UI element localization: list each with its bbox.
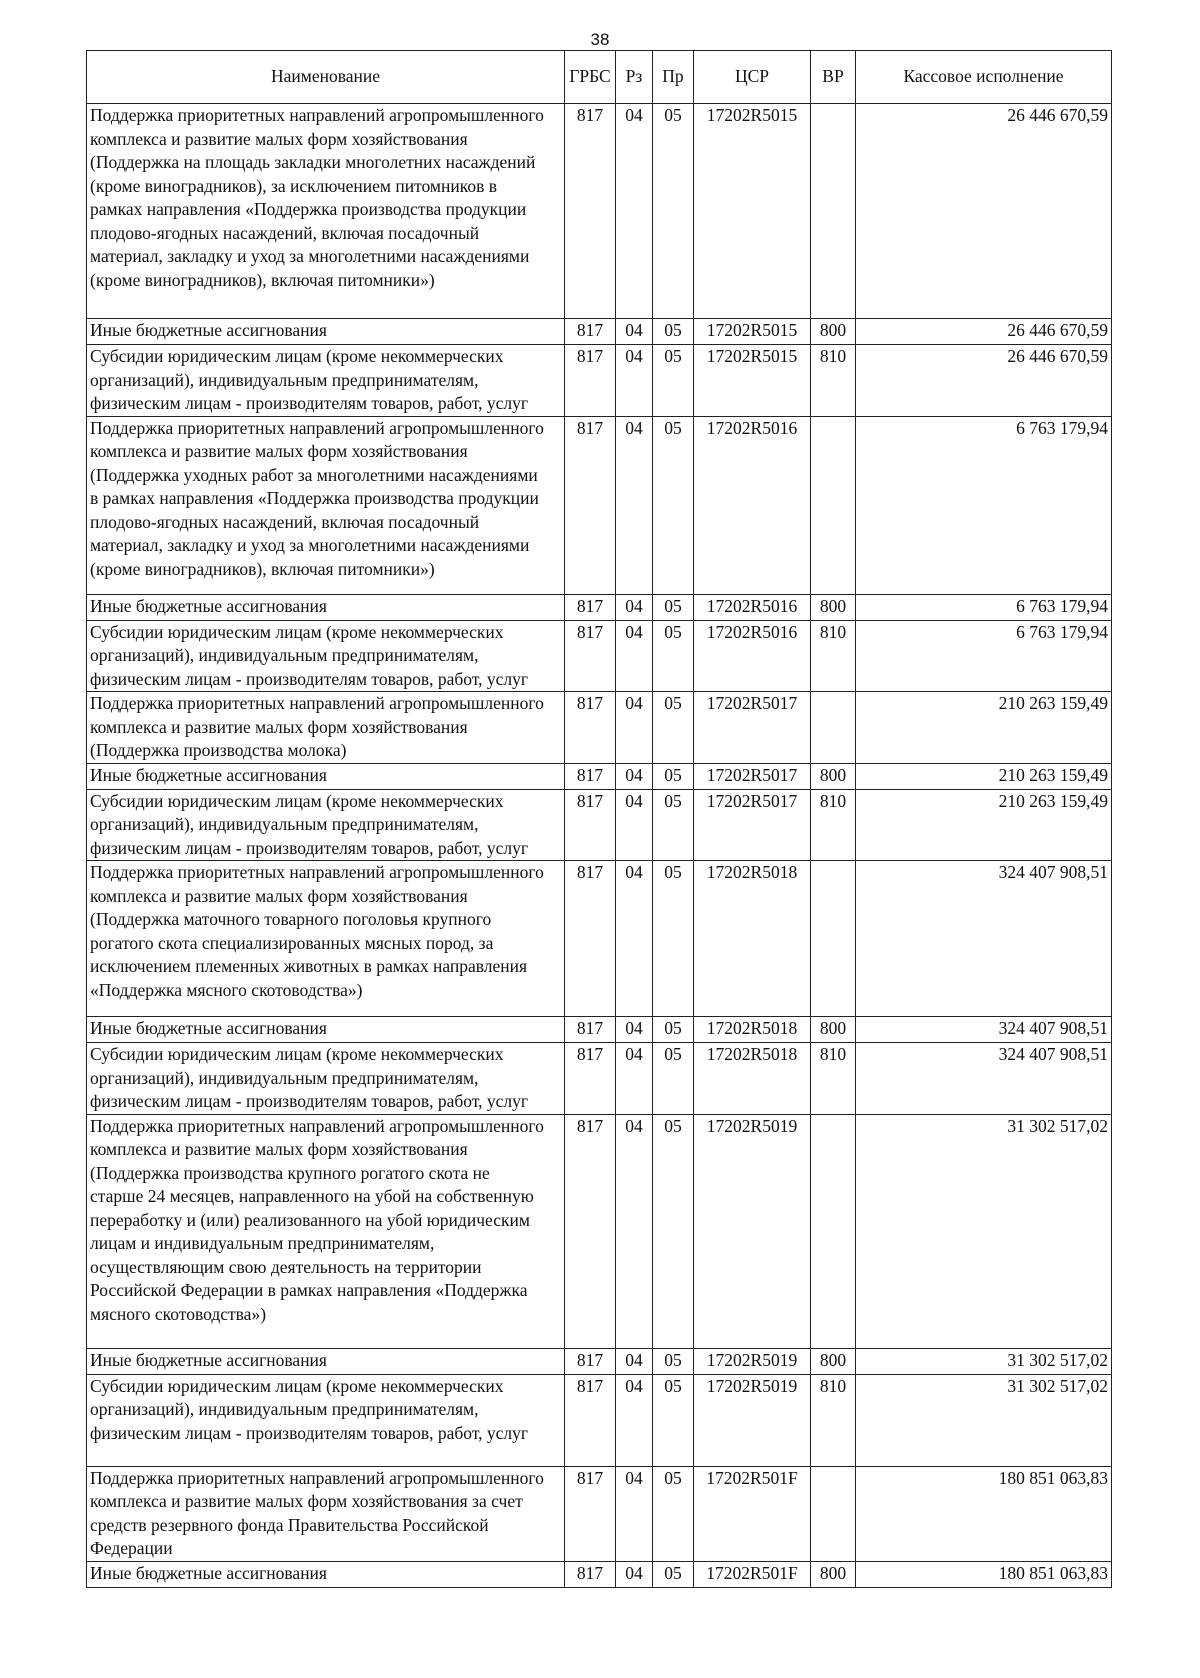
table-row	[87, 789, 1112, 861]
cell-pr: 05	[653, 692, 694, 764]
cell-csr: 17202R5017	[694, 789, 811, 861]
cell-name: Субсидии юридическим лицам (кроме некоммерческих организаций), индивидуальным предпринимателям, физическим лицам - производителям товаров, работ, услуг	[87, 1374, 565, 1466]
cell-grbs: 817	[565, 763, 616, 789]
cell-amount: 180 851 063,83	[856, 1466, 1112, 1561]
cell-csr: 17202R5016	[694, 620, 811, 692]
cell-pr: 05	[653, 319, 694, 345]
cell-name: Иные бюджетные ассигнования	[87, 763, 565, 789]
cell-amount: 210 263 159,49	[856, 789, 1112, 861]
cell-grbs: 817	[565, 104, 616, 319]
cell-vr: 800	[811, 594, 856, 620]
cell-name: Поддержка приоритетных направлений агропромышленного комплекса и развитие малых форм хозяйствования (Поддержка уходных работ за многолетними насаждениями в рамках направления «Поддержка производства продукции плодово-ягодных насаждений, включая посадочный материал, закладку и уход за многолетними насаждениями (кроме виноградников), включая питомники»)	[87, 416, 565, 594]
cell-amount: 6 763 179,94	[856, 620, 1112, 692]
table-row	[87, 416, 1112, 594]
cell-vr: 810	[811, 789, 856, 861]
cell-csr: 17202R5019	[694, 1348, 811, 1374]
header-amount: Кассовое исполнение	[856, 51, 1112, 104]
cell-pr: 05	[653, 104, 694, 319]
cell-grbs: 817	[565, 789, 616, 861]
cell-vr	[811, 1466, 856, 1561]
cell-vr	[811, 104, 856, 319]
cell-grbs: 817	[565, 1561, 616, 1587]
cell-pr: 05	[653, 1043, 694, 1115]
table-row	[87, 1043, 1112, 1115]
cell-grbs: 817	[565, 416, 616, 594]
header-csr: ЦСР	[694, 51, 811, 104]
cell-amount: 180 851 063,83	[856, 1561, 1112, 1587]
cell-pr: 05	[653, 763, 694, 789]
cell-pr: 05	[653, 861, 694, 1017]
cell-grbs: 817	[565, 620, 616, 692]
cell-grbs: 817	[565, 1466, 616, 1561]
cell-pr: 05	[653, 1374, 694, 1466]
table-header-row	[87, 51, 1112, 104]
cell-vr: 800	[811, 319, 856, 345]
cell-name: Субсидии юридическим лицам (кроме некоммерческих организаций), индивидуальным предпринимателям, физическим лицам - производителям товаров, работ, услуг	[87, 1043, 565, 1115]
table-row	[87, 1374, 1112, 1466]
cell-amount: 210 263 159,49	[856, 692, 1112, 764]
cell-pr: 05	[653, 620, 694, 692]
cell-pr: 05	[653, 1348, 694, 1374]
cell-csr: 17202R501F	[694, 1561, 811, 1587]
cell-grbs: 817	[565, 345, 616, 417]
cell-grbs: 817	[565, 861, 616, 1017]
cell-name: Субсидии юридическим лицам (кроме некоммерческих организаций), индивидуальным предпринимателям, физическим лицам - производителям товаров, работ, услуг	[87, 620, 565, 692]
cell-vr: 810	[811, 345, 856, 417]
cell-csr: 17202R5015	[694, 345, 811, 417]
cell-amount: 6 763 179,94	[856, 416, 1112, 594]
cell-pr: 05	[653, 1017, 694, 1043]
cell-csr: 17202R5016	[694, 416, 811, 594]
cell-csr: 17202R5018	[694, 1017, 811, 1043]
table-row	[87, 861, 1112, 1017]
cell-csr: 17202R5019	[694, 1114, 811, 1348]
cell-name: Поддержка приоритетных направлений агропромышленного комплекса и развитие малых форм хозяйствования (Поддержка производства крупного рогатого скота не старше 24 месяцев, направленного на убой на собственную переработку и (или) реализованного на убой юридическим лицам и индивидуальным предпринимателям, осуществляющим свою деятельность на территории Российской Федерации в рамках направления «Поддержка мясного скотоводства»)	[87, 1114, 565, 1348]
cell-rz: 04	[616, 1466, 653, 1561]
cell-name: Иные бюджетные ассигнования	[87, 1017, 565, 1043]
cell-rz: 04	[616, 1043, 653, 1115]
cell-grbs: 817	[565, 1374, 616, 1466]
table-row	[87, 1561, 1112, 1587]
cell-name: Поддержка приоритетных направлений агропромышленного комплекса и развитие малых форм хозяйствования (Поддержка маточного товарного поголовья крупного рогатого скота специализированных мясных пород, за исключением племенных животных в рамках направления «Поддержка мясного скотоводства»)	[87, 861, 565, 1017]
cell-amount: 26 446 670,59	[856, 319, 1112, 345]
table-row	[87, 319, 1112, 345]
cell-pr: 05	[653, 594, 694, 620]
table-row	[87, 594, 1112, 620]
cell-name: Иные бюджетные ассигнования	[87, 594, 565, 620]
cell-vr: 810	[811, 1374, 856, 1466]
cell-csr: 17202R501F	[694, 1466, 811, 1561]
header-vr: ВР	[811, 51, 856, 104]
cell-rz: 04	[616, 692, 653, 764]
cell-amount: 31 302 517,02	[856, 1348, 1112, 1374]
cell-csr: 17202R5016	[694, 594, 811, 620]
cell-pr: 05	[653, 1466, 694, 1561]
cell-csr: 17202R5015	[694, 319, 811, 345]
table-row	[87, 1017, 1112, 1043]
table-row	[87, 620, 1112, 692]
cell-amount: 26 446 670,59	[856, 104, 1112, 319]
table-row	[87, 1114, 1112, 1348]
cell-rz: 04	[616, 1348, 653, 1374]
cell-vr: 800	[811, 1017, 856, 1043]
cell-rz: 04	[616, 620, 653, 692]
cell-rz: 04	[616, 1017, 653, 1043]
header-grbs: ГРБС	[565, 51, 616, 104]
cell-grbs: 817	[565, 692, 616, 764]
cell-amount: 6 763 179,94	[856, 594, 1112, 620]
cell-rz: 04	[616, 1561, 653, 1587]
cell-pr: 05	[653, 345, 694, 417]
cell-grbs: 817	[565, 319, 616, 345]
budget-execution-table	[86, 50, 1112, 1588]
cell-rz: 04	[616, 789, 653, 861]
cell-csr: 17202R5018	[694, 1043, 811, 1115]
table-row	[87, 692, 1112, 764]
cell-vr: 810	[811, 1043, 856, 1115]
cell-amount: 210 263 159,49	[856, 763, 1112, 789]
cell-amount: 324 407 908,51	[856, 1043, 1112, 1115]
cell-pr: 05	[653, 789, 694, 861]
cell-name: Иные бюджетные ассигнования	[87, 1561, 565, 1587]
cell-amount: 324 407 908,51	[856, 1017, 1112, 1043]
cell-rz: 04	[616, 763, 653, 789]
cell-vr	[811, 416, 856, 594]
cell-grbs: 817	[565, 1043, 616, 1115]
cell-amount: 31 302 517,02	[856, 1374, 1112, 1466]
cell-amount: 31 302 517,02	[856, 1114, 1112, 1348]
cell-rz: 04	[616, 861, 653, 1017]
table-row	[87, 345, 1112, 417]
cell-name: Поддержка приоритетных направлений агропромышленного комплекса и развитие малых форм хозяйствования (Поддержка производства молока)	[87, 692, 565, 764]
cell-name: Поддержка приоритетных направлений агропромышленного комплекса и развитие малых форм хозяйствования (Поддержка на площадь закладки многолетних насаждений (кроме виноградников), за исключением питомников в рамках направления «Поддержка производства продукции плодово-ягодных насаждений, включая посадочный материал, закладку и уход за многолетними насаждениями (кроме виноградников), включая питомники»)	[87, 104, 565, 319]
cell-name: Поддержка приоритетных направлений агропромышленного комплекса и развитие малых форм хозяйствования за счет средств резервного фонда Правительства Российской Федерации	[87, 1466, 565, 1561]
cell-grbs: 817	[565, 594, 616, 620]
cell-grbs: 817	[565, 1348, 616, 1374]
cell-amount: 324 407 908,51	[856, 861, 1112, 1017]
cell-csr: 17202R5017	[694, 763, 811, 789]
cell-vr: 800	[811, 763, 856, 789]
cell-name: Субсидии юридическим лицам (кроме некоммерческих организаций), индивидуальным предпринимателям, физическим лицам - производителям товаров, работ, услуг	[87, 789, 565, 861]
cell-name: Иные бюджетные ассигнования	[87, 1348, 565, 1374]
cell-name: Иные бюджетные ассигнования	[87, 319, 565, 345]
table-row	[87, 1348, 1112, 1374]
cell-pr: 05	[653, 1114, 694, 1348]
cell-grbs: 817	[565, 1114, 616, 1348]
page-number: 38	[590, 30, 610, 49]
cell-vr	[811, 1114, 856, 1348]
table-row	[87, 1466, 1112, 1561]
header-pr: Пр	[653, 51, 694, 104]
cell-name: Субсидии юридическим лицам (кроме некоммерческих организаций), индивидуальным предпринимателям, физическим лицам - производителям товаров, работ, услуг	[87, 345, 565, 417]
cell-rz: 04	[616, 104, 653, 319]
cell-rz: 04	[616, 416, 653, 594]
cell-rz: 04	[616, 1114, 653, 1348]
cell-csr: 17202R5017	[694, 692, 811, 764]
header-rz: Рз	[616, 51, 653, 104]
cell-rz: 04	[616, 594, 653, 620]
cell-rz: 04	[616, 1374, 653, 1466]
cell-pr: 05	[653, 1561, 694, 1587]
table-row	[87, 763, 1112, 789]
header-name: Наименование	[87, 51, 565, 104]
table-row	[87, 104, 1112, 319]
cell-csr: 17202R5018	[694, 861, 811, 1017]
cell-vr: 810	[811, 620, 856, 692]
cell-pr: 05	[653, 416, 694, 594]
cell-rz: 04	[616, 345, 653, 417]
cell-amount: 26 446 670,59	[856, 345, 1112, 417]
cell-csr: 17202R5019	[694, 1374, 811, 1466]
cell-grbs: 817	[565, 1017, 616, 1043]
cell-rz: 04	[616, 319, 653, 345]
cell-vr	[811, 861, 856, 1017]
cell-vr: 800	[811, 1348, 856, 1374]
cell-vr: 800	[811, 1561, 856, 1587]
cell-csr: 17202R5015	[694, 104, 811, 319]
cell-vr	[811, 692, 856, 764]
